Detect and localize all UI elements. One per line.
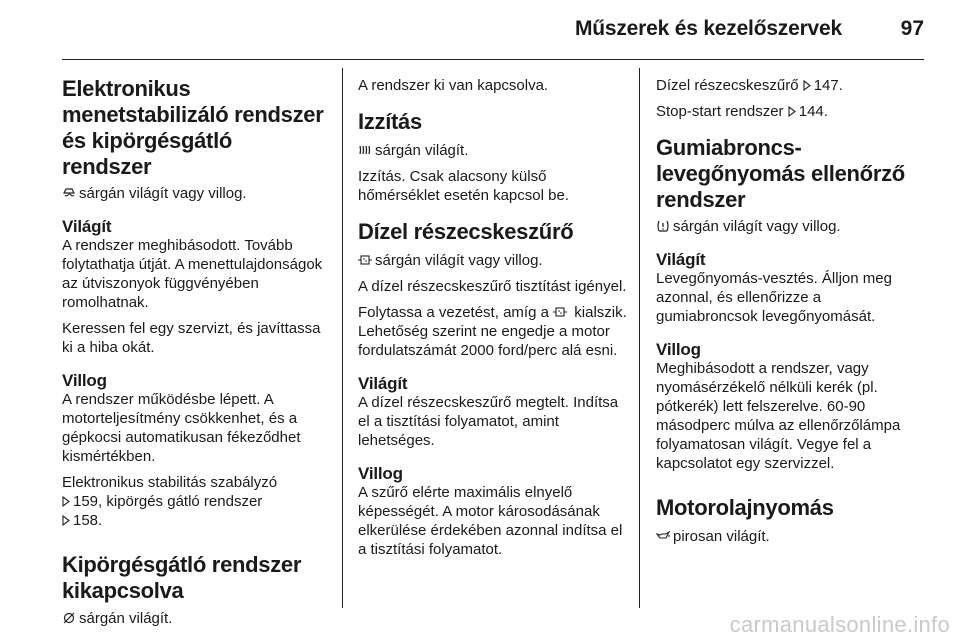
glow-text: Izzítás. Csak alacsony külső hőmérséklet esetén kapcsol be. (358, 168, 569, 204)
stopstart-ref-b[interactable]: 144. (798, 103, 828, 120)
glow-intro (358, 141, 630, 160)
stopstart-reference (656, 102, 922, 121)
dpf-villog-text: A szűrő elérte maximális elnyelő képességét. A motor károsodásának elkerülése érdekében azonnal indítsa el a tisztítási folyamatot. (358, 484, 623, 558)
tpms-vilagit-heading: Világít (656, 250, 706, 269)
system-off-text: A rendszer ki van kapcsolva. (358, 77, 549, 94)
tc-off-intro-text: sárgán világít. (79, 610, 173, 627)
watermark: carmanualsonline.info (729, 612, 950, 637)
esp-villog-section (62, 371, 327, 530)
tpms-intro-text: sárgán világít vagy villog. (673, 218, 841, 235)
glow-intro-text: sárgán világít. (375, 142, 469, 159)
column-divider-1 (342, 68, 343, 608)
esp-intro-text: sárgán világít vagy villog. (79, 185, 247, 202)
esp-section (62, 76, 327, 203)
page-title: Műszerek és kezelőszervek (574, 17, 842, 40)
tc-off-section (62, 552, 327, 628)
tpms-villog-section (656, 340, 922, 473)
tpms-intro (656, 217, 922, 236)
esp-ref-c[interactable]: 158. (73, 512, 103, 529)
dpf-vilagit-text: A dízel részecskeszűrő megtelt. Indítsa el a tisztítási folyamatot, amint lehetséges. (358, 394, 619, 449)
dpf-text2b: kialszik. Lehetőség szerint ne engedje a motor fordulatszámát 2000 ford/perc alá esni. (358, 304, 627, 359)
column-3 (656, 76, 922, 560)
oil-can-icon (656, 530, 670, 542)
esp-villog-text: A rendszer működésbe lépett. A motorteljesítmény csökkenhet, és a gépkocsi automatikusan fékeződhet kismértékben. (62, 391, 301, 465)
esp-vilagit-text2: Keressen fel egy szervizt, és javíttassa ki a hiba okát. (62, 320, 321, 356)
header-divider (62, 59, 924, 60)
diesel-particle-filter-icon (553, 306, 567, 318)
dpf-intro-text: sárgán világít vagy villog. (375, 252, 543, 269)
column-divider-2 (639, 68, 640, 608)
dpf-intro (358, 251, 630, 270)
glow-heading: Izzítás (358, 109, 422, 134)
triangle-arrow-icon (788, 103, 796, 114)
dpf-ref-a: Dízel részecskeszűrő (656, 77, 799, 94)
esp-ref-b[interactable]: 159, kipörgés gátló rendszer (73, 493, 263, 510)
page-number: 97 (900, 17, 924, 40)
dpf-vilagit-section (358, 374, 630, 450)
oil-intro (656, 527, 922, 546)
oil-heading: Motorolajnyomás (656, 495, 834, 520)
traction-off-icon (62, 612, 76, 624)
triangle-arrow-icon (803, 77, 811, 88)
tc-off-intro (62, 609, 327, 628)
dpf-villog-section (358, 464, 630, 559)
dpf-text1: A dízel részecskeszűrő tisztítást igényel. (358, 278, 627, 295)
dpf-section (358, 219, 630, 360)
oil-intro-text: pirosan világít. (673, 528, 770, 545)
column-1 (62, 76, 327, 642)
triangle-arrow-icon (62, 493, 70, 504)
dpf-text2 (358, 303, 630, 360)
tpms-heading: Gumiabroncs-levegőnyomás ellenőrző rendszer (656, 135, 905, 212)
esp-vilagit-section (62, 217, 327, 357)
tpms-vilagit-section (656, 250, 922, 326)
dpf-text2a: Folytassa a vezetést, amíg a (358, 304, 549, 321)
dpf-vilagit-heading: Világít (358, 374, 408, 393)
triangle-arrow-icon (62, 512, 70, 523)
esp-ref-a: Elektronikus stabilitás szabályzó (62, 474, 278, 491)
esp-intro (62, 184, 327, 203)
esp-vilagit-text1: A rendszer meghibásodott. Tovább folytathatja útját. A menettulajdonságok az útviszonyok függvényében romolhatnak. (62, 237, 323, 311)
tpms-vilagit-text: Levegőnyomás-vesztés. Álljon meg azonnal, és ellenőrizze a gumiabroncsok levegőnyomását. (656, 270, 892, 325)
glow-plug-icon (358, 144, 372, 156)
esp-vilagit-heading: Világít (62, 217, 112, 236)
glow-section (358, 109, 630, 205)
dpf-heading: Dízel részecskeszűrő (358, 219, 574, 244)
dpf-ref-b[interactable]: 147. (813, 77, 843, 94)
dpf-reference (656, 76, 922, 95)
stopstart-ref-a: Stop-start rendszer (656, 103, 784, 120)
tpms-section (656, 135, 922, 236)
tire-pressure-icon (656, 220, 670, 232)
dpf-villog-heading: Villog (358, 464, 403, 483)
page-header (0, 0, 960, 62)
tpms-villog-heading: Villog (656, 340, 701, 359)
tpms-villog-text: Meghibásodott a rendszer, vagy nyomásérzékelő nélküli kerék (pl. pótkerék) lett felszerelve. 60-90 másodperc múlva az ellenőrzőlámpa folyamatosan világít. Vegye fel a kapcsolatot egy szervizzel. (656, 360, 901, 472)
esp-reference (62, 473, 327, 530)
esp-villog-heading: Villog (62, 371, 107, 390)
esp-car-skid-icon (62, 187, 76, 199)
diesel-particle-filter-icon (358, 254, 372, 266)
oil-section (656, 495, 922, 546)
column-2 (358, 76, 630, 573)
esp-heading: Elektronikus menetstabilizáló rendszer és kipörgésgátló rendszer (62, 76, 324, 179)
tc-off-heading: Kipörgésgátló rendszer kikapcsolva (62, 552, 302, 603)
